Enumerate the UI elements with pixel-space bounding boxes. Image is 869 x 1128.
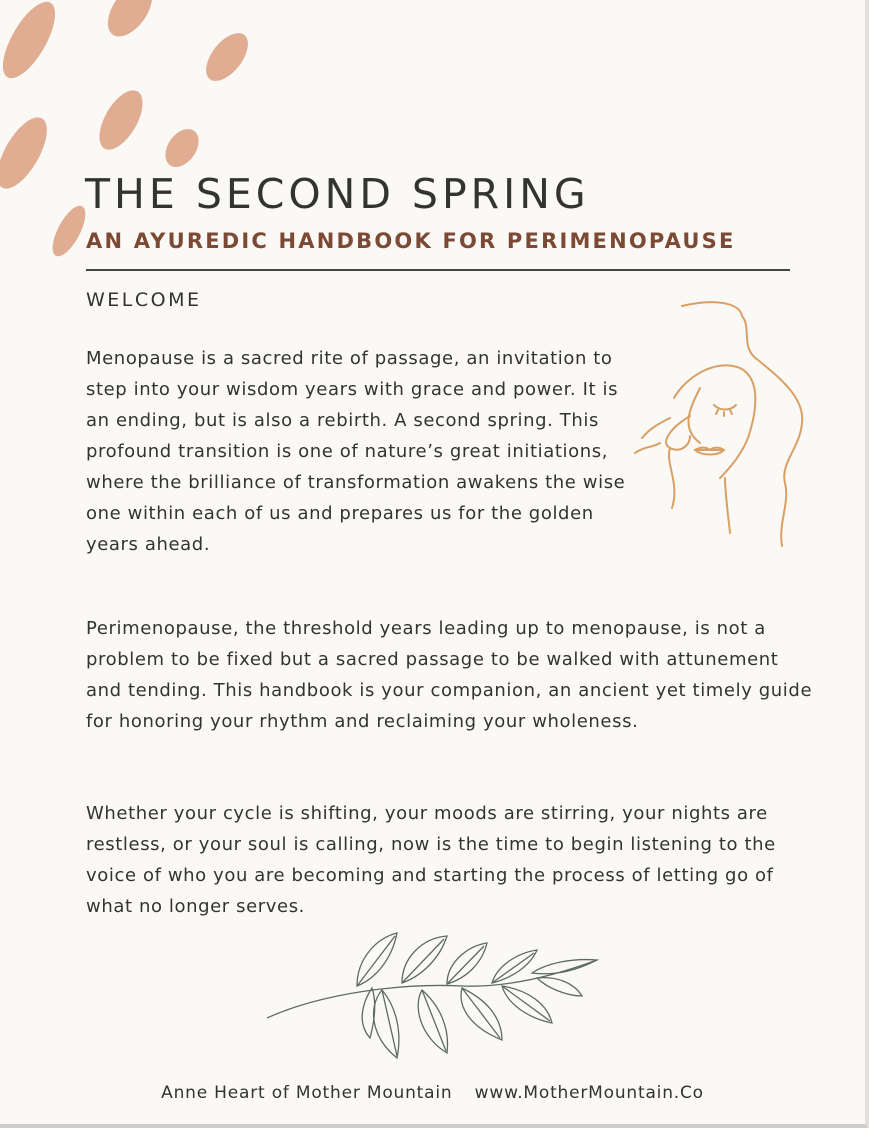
section-heading: WELCOME <box>86 289 202 311</box>
leafy-branch-icon <box>262 928 602 1073</box>
page-subtitle: AN AYUREDIC HANDBOOK FOR PERIMENOPAUSE <box>86 229 736 253</box>
footer <box>0 1083 865 1103</box>
paragraph-1: Menopause is a sacred rite of passage, an invitation to step into your wisdom years with grace and power. It is an ending, but is also a rebirth. A second spring. This profound transition is one of nature’s great initiations, where the brilliance of transformation awakens the wise one within each of us and prepares us for the golden years ahead. <box>86 348 626 555</box>
paragraph-2: Perimenopause, the threshold years leading up to menopause, is not a problem to be fixed but a sacred passage to be walked with attunement and tending. This handbook is your companion, an ancient yet timely guide for honoring your rhythm and reclaiming your wholeness. <box>86 618 813 732</box>
paragraph-3: Whether your cycle is shifting, your moods are stirring, your nights are restless, or your soul is calling, now is the time to begin listening to the voice of who you are becoming and starting the process of letting go of what no longer serves. <box>86 803 776 917</box>
footer-author: Anne Heart of Mother Mountain <box>161 1083 453 1103</box>
page-title: THE SECOND SPRING <box>85 170 590 218</box>
divider <box>86 269 790 271</box>
woman-face-icon <box>630 298 815 553</box>
footer-website-link[interactable]: www.MotherMountain.Co <box>474 1083 704 1103</box>
